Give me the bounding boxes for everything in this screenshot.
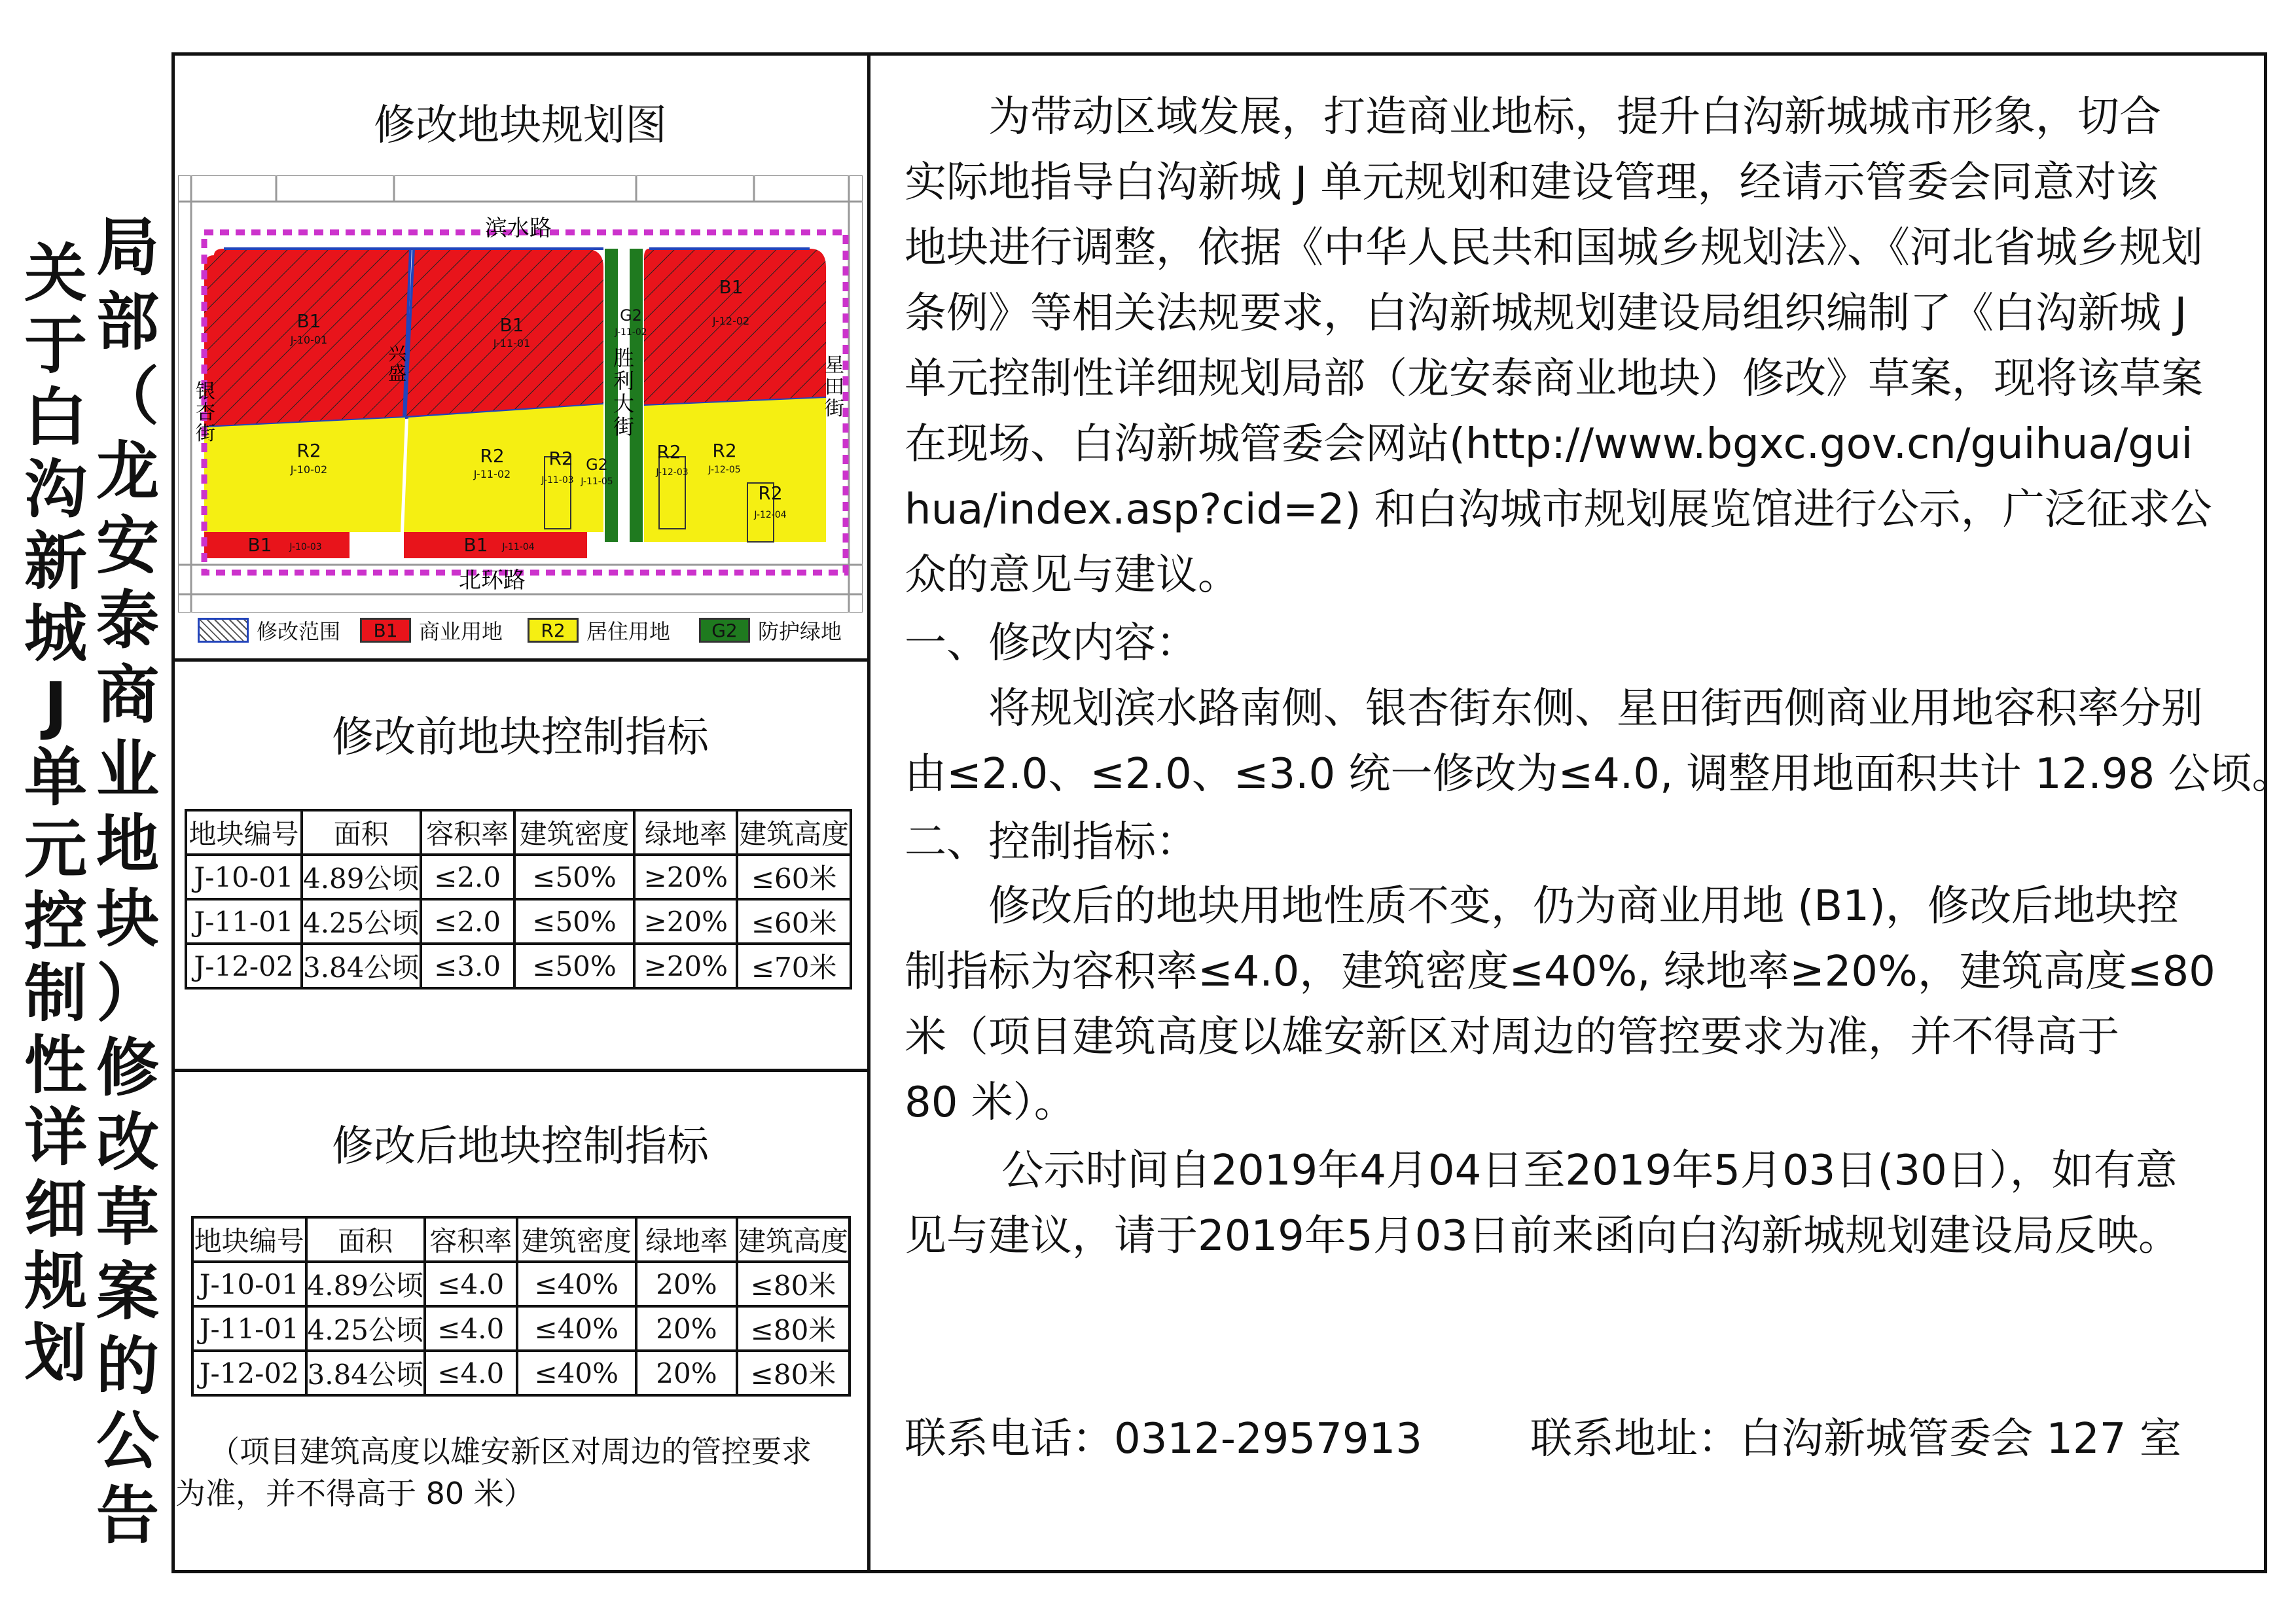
plot-id: J-12-05 [708,465,741,475]
road-label-north: 滨水路 [485,215,552,241]
table-row [186,944,851,988]
vertical-title-line1 [20,237,92,1394]
table-cell: J-12-02 [186,944,302,988]
svg-text:胜: 胜 [613,346,635,370]
plot-id: J-12-03 [656,467,689,478]
plot-id: J-11-01 [493,337,531,349]
header-cell: 绿地率 [636,1217,737,1262]
table-cell: ≤50% [514,855,635,899]
notice-line: 在现场、白沟新城管委会网站(http://www.bgxc.gov.cn/guihua/gui [905,420,2193,469]
table-cell: ≥20% [634,899,737,944]
plot-code: R2 [548,448,573,469]
notice-line: 米（项目建筑高度以雄安新区对周边的管控要求为准，并不得高于 [905,1013,2119,1061]
plot-id: J-11-02 [473,468,511,480]
plot-code: R2 [712,440,737,461]
table-cell: 3.84公顷 [302,944,421,988]
header-cell: 容积率 [421,810,514,855]
title-char: 案 [96,1255,159,1329]
svg-text:杏: 杏 [196,401,215,424]
title-char: 地 [96,808,159,881]
table-row [186,899,851,944]
legend-item-boundary [198,615,340,645]
table-cell: 4.89公顷 [302,855,421,899]
map-section-title: 修改地块规划图 [374,101,667,150]
notice-line: 条例》等相关法规要求，白沟新城规划建设局组织编制了《白沟新城 J [905,289,2187,338]
title-char: 划 [24,1317,87,1390]
table-cell: ≤2.0 [421,899,514,944]
plot-code: B1 [463,534,488,556]
legend-item-residential [528,615,670,645]
plot-J-11-04 [404,532,587,558]
hatch-swatch [198,618,249,643]
land-plot-map [178,175,863,613]
title-char: J [44,669,67,742]
svg-text:星: 星 [825,354,844,377]
table-cell: J-10-01 [192,1262,306,1306]
legend-item-green [699,615,842,645]
notice-line: 修改后的地块用地性质不变，仍为商业用地 (B1)，修改后地块控 [905,882,2179,931]
table-row [192,1306,850,1351]
notice-line: 公示时间自2019年4月04日至2019年5月03日(30日），如有意 [905,1147,2178,1195]
title-char: 公 [96,1404,159,1478]
table-row [186,855,851,899]
title-char: 龙 [96,435,159,508]
title-char: 单 [24,741,87,814]
table-cell: 4.25公顷 [306,1306,425,1351]
table-row [192,1262,850,1306]
column-divider [867,52,870,1573]
table-cell: ≤4.0 [425,1351,516,1395]
header-cell: 建筑高度 [737,1217,850,1262]
title-char: 于 [24,309,87,382]
header-cell: 建筑密度 [514,810,635,855]
title-char: 细 [24,1173,87,1246]
title-char: 业 [96,733,159,806]
notice-line: 实际地指导白沟新城 J 单元规划和建设管理，经请示管委会同意对该 [905,158,2159,207]
title-char: 制 [24,957,87,1030]
notice-line: 一、修改内容： [905,619,1198,668]
notice-line: 制指标为容积率≤4.0，建筑密度≤40%, 绿地率≥20%，建筑高度≤80 [905,948,2215,996]
title-char: 局 [96,211,159,284]
header-cell: 地块编号 [186,810,302,855]
road-label-south: 北环路 [459,567,526,594]
table-cell: ≤60米 [737,855,851,899]
legend-label: 居住用地 [586,619,671,644]
table-cell: ≤50% [514,899,635,944]
before-section-title: 修改前地块控制指标 [332,713,709,762]
plot-id: J-10-01 [290,334,328,346]
title-char: 关 [24,237,87,310]
table-cell: ≤80米 [737,1306,850,1351]
title-char: 详 [24,1101,87,1174]
table-cell: ≤2.0 [421,855,514,899]
plot-id: J-12-02 [712,315,750,327]
table-cell: 20% [636,1262,737,1306]
title-char: 性 [24,1029,87,1102]
table-cell: ≤80米 [737,1351,850,1395]
plot-id: J-11-04 [502,542,535,552]
after-section-title: 修改后地块控制指标 [332,1122,709,1171]
table-cell: ≤4.0 [425,1306,516,1351]
table-cell: 4.25公顷 [302,899,421,944]
header-cell: 建筑高度 [737,810,851,855]
svg-text:田: 田 [825,376,844,399]
table-row [192,1351,850,1395]
svg-text:街: 街 [825,397,844,420]
plot-code: B1 [296,310,321,332]
table-cell: ≤40% [517,1306,636,1351]
plot-id: J-10-03 [289,542,322,552]
title-char: 城 [24,597,87,670]
title-char: 草 [96,1181,159,1254]
header-cell: 容积率 [425,1217,516,1262]
table-cell: 20% [636,1351,737,1395]
notice-line: 将规划滨水路南侧、银杏街东侧、星田街西侧商业用地容积率分别 [905,685,2203,733]
section-divider-2 [171,1069,870,1072]
notice-line: 众的意见与建议。 [905,551,1240,599]
after-table-note-line1: （项目建筑高度以雄安新区对周边的管控要求 [209,1434,812,1469]
plot-id: J-11-03 [541,475,574,486]
title-char: 白 [24,381,87,454]
header-cell: 面积 [302,810,421,855]
svg-text:街: 街 [613,414,635,439]
legend-item-commercial [360,615,503,645]
after-indicator-table [191,1216,851,1397]
table-cell: J-11-01 [192,1306,306,1351]
table-cell: J-12-02 [192,1351,306,1395]
table-cell: ≥20% [634,855,737,899]
contact-address: 联系地址：白沟新城管委会 127 室 [1530,1415,2181,1463]
plot-code: R2 [480,445,505,467]
title-char: 块 [96,882,159,955]
plot-code: B1 [499,314,524,336]
plot-code: R2 [296,440,321,461]
plot-id: J-10-02 [290,463,328,476]
title-char: ） [96,957,159,1030]
notice-line: 二、控制指标： [905,818,1198,866]
notice-line: 由≤2.0、≤2.0、≤3.0 统一修改为≤4.0, 调整用地面积共计 12.98 公顷。 [905,750,2294,798]
svg-text:街: 街 [196,422,215,445]
table-cell: J-10-01 [186,855,302,899]
table-cell: 4.89公顷 [306,1262,425,1306]
svg-text:大: 大 [613,391,635,416]
legend-label: 防护绿地 [758,619,842,644]
notice-line: 单元控制性详细规划局部（龙安泰商业地块）修改》草案，现将该草案 [905,355,2203,403]
table-cell: ≤40% [517,1262,636,1306]
table-cell: ≤70米 [737,944,851,988]
table-cell: 3.84公顷 [306,1351,425,1395]
title-char: 部 [96,285,159,359]
title-char: 的 [96,1330,159,1403]
svg-text:银: 银 [196,380,215,403]
plot-id: J-12-04 [754,510,787,520]
plot-code: B1 [247,534,272,556]
table-cell: ≤40% [517,1351,636,1395]
svg-text:利: 利 [613,368,635,393]
table-header-row [186,810,851,855]
road-label-inner [388,343,407,384]
svg-text:兴: 兴 [387,343,407,365]
title-char: （ [96,360,159,433]
table-cell: ≤80米 [737,1262,850,1306]
table-cell: J-11-01 [186,899,302,944]
road-label-east [825,354,844,420]
table-cell: ≤60米 [737,899,851,944]
title-char: 新 [24,525,87,598]
section-divider-1 [171,658,870,662]
table-cell: 20% [636,1306,737,1351]
legend-label: 商业用地 [419,619,503,644]
plot-id: J-11-05 [581,476,613,487]
title-char: 元 [24,813,87,886]
b1-swatch: B1 [360,618,411,643]
header-cell: 面积 [306,1217,425,1262]
header-cell: 建筑密度 [517,1217,636,1262]
table-cell: ≤3.0 [421,944,514,988]
notice-line: 见与建议，请于2019年5月03日前来函向白沟新城规划建设局反映。 [905,1212,2181,1260]
vertical-title-line2 [92,211,164,1559]
header-cell: 地块编号 [192,1217,306,1262]
road-label-middle [613,346,634,439]
notice-line: 地块进行调整，依据《中华人民共和国城乡规划法》、《河北省城乡规划 [905,224,2203,272]
road-label-west [196,380,215,445]
title-char: 泰 [96,584,159,657]
legend-label: 修改范围 [257,619,341,644]
notice-line: 80 米）。 [905,1079,1076,1127]
plot-code: R2 [758,482,783,504]
title-char: 改 [96,1106,159,1179]
plot-code: B1 [719,276,744,298]
title-char: 规 [24,1245,87,1318]
svg-text:盛: 盛 [387,363,407,384]
plot-J-10-03 [204,532,350,558]
r2-swatch: R2 [528,618,579,643]
title-char: 控 [24,885,87,958]
g2-swatch: G2 [699,618,750,643]
title-char: 安 [96,509,159,582]
plot-code: G2 [586,455,608,474]
notice-line: 为带动区域发展，打造商业地标，提升白沟新城城市形象，切合 [905,93,2161,141]
title-char: 修 [96,1031,159,1105]
table-cell: ≥20% [634,944,737,988]
title-char: 告 [96,1479,159,1552]
header-cell: 绿地率 [634,810,737,855]
plot-code: R2 [656,441,681,463]
contact-phone: 联系电话：0312-2957913 [905,1415,1422,1463]
table-header-row [192,1217,850,1262]
after-table-note-line2: 为准，并不得高于 80 米） [175,1476,534,1511]
table-cell: ≤4.0 [425,1262,516,1306]
plot-id: J-11-02 [615,327,647,338]
title-char: 沟 [24,453,87,526]
before-indicator-table [185,809,852,990]
notice-line: hua/index.asp?cid=2) 和白沟城市规划展览馆进行公示，广泛征求公 [905,486,2212,534]
table-cell: ≤50% [514,944,635,988]
plot-code: G2 [620,306,642,325]
title-char: 商 [96,658,159,732]
